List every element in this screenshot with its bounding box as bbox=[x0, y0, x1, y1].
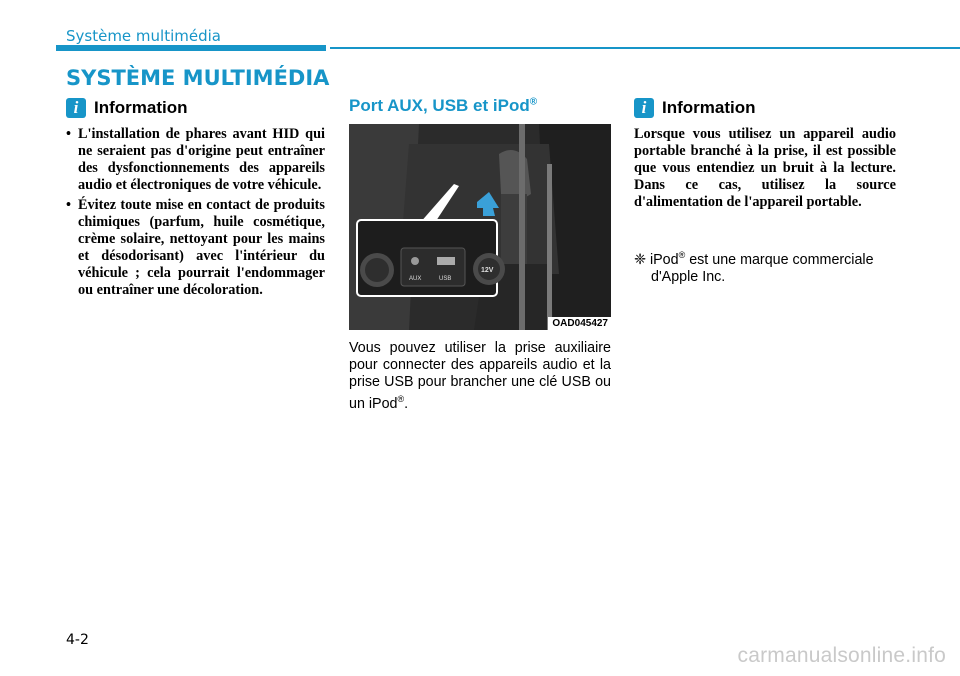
description-text: Vous pouvez utiliser la prise auxiliaire pour connecter des appareils audio et la prise USB pour brancher une clé USB ou un iPod bbox=[349, 340, 611, 412]
note-rest: est une marque commerciale d'Apple Inc. bbox=[651, 251, 874, 285]
info-title: Information bbox=[94, 98, 188, 117]
list-item: • L'installation de phares avant HID qui ne seraient pas d'origine peut entraîner des dysfonctionnements des appareils audio et électroniques de votre véhicule. bbox=[66, 126, 325, 194]
info-heading-right bbox=[634, 98, 756, 118]
header-rule-thin bbox=[330, 47, 960, 49]
subsection-title-text: Port AUX, USB et iPod bbox=[349, 96, 530, 115]
page-number: 4-2 bbox=[66, 632, 89, 648]
info-title: Information bbox=[662, 98, 756, 117]
info-icon: i bbox=[634, 98, 654, 118]
watermark[interactable]: carmanualsonline.info bbox=[737, 644, 946, 667]
list-item: • Évitez toute mise en contact de produits chimiques (parfum, huile cosmétique, crème solaire, nettoyant pour les mains et désodorisant) avec l'intérieur du véhicule ; cela pourrait l'endommager ou entraîner une décoloration. bbox=[66, 197, 325, 299]
trademark-note bbox=[634, 247, 913, 286]
aux-label: AUX bbox=[409, 276, 422, 282]
registered-mark: ® bbox=[678, 250, 686, 260]
photo-code: OAD045427 bbox=[548, 317, 611, 330]
subsection-title bbox=[349, 96, 537, 116]
info-icon: i bbox=[66, 98, 86, 118]
info-bullet-list bbox=[66, 126, 325, 302]
console-photo-illustration bbox=[349, 124, 611, 330]
section-title: SYSTÈME MULTIMÉDIA bbox=[66, 66, 330, 90]
running-head: Système multimédia bbox=[66, 27, 221, 45]
note-lead: iPod bbox=[649, 251, 679, 268]
info-heading-left bbox=[66, 98, 188, 118]
info-paragraph: Lorsque vous utilisez un appareil audio portable branché à la prise, il est possible que vous entendiez un bruit à la lecture. Dans ce cas, utilisez la source d'alimentation de l'appareil portable. bbox=[634, 126, 896, 210]
usb-label: USB bbox=[439, 276, 452, 282]
registered-mark: ® bbox=[397, 394, 405, 404]
registered-mark: ® bbox=[529, 96, 538, 108]
note-symbol: ❈ bbox=[634, 251, 646, 268]
aux-usb-description bbox=[349, 340, 611, 413]
console-photo bbox=[349, 124, 611, 330]
twelve-volt-label: 12V bbox=[481, 267, 494, 274]
description-end: . bbox=[404, 395, 409, 412]
header-rule-thick bbox=[56, 45, 326, 51]
